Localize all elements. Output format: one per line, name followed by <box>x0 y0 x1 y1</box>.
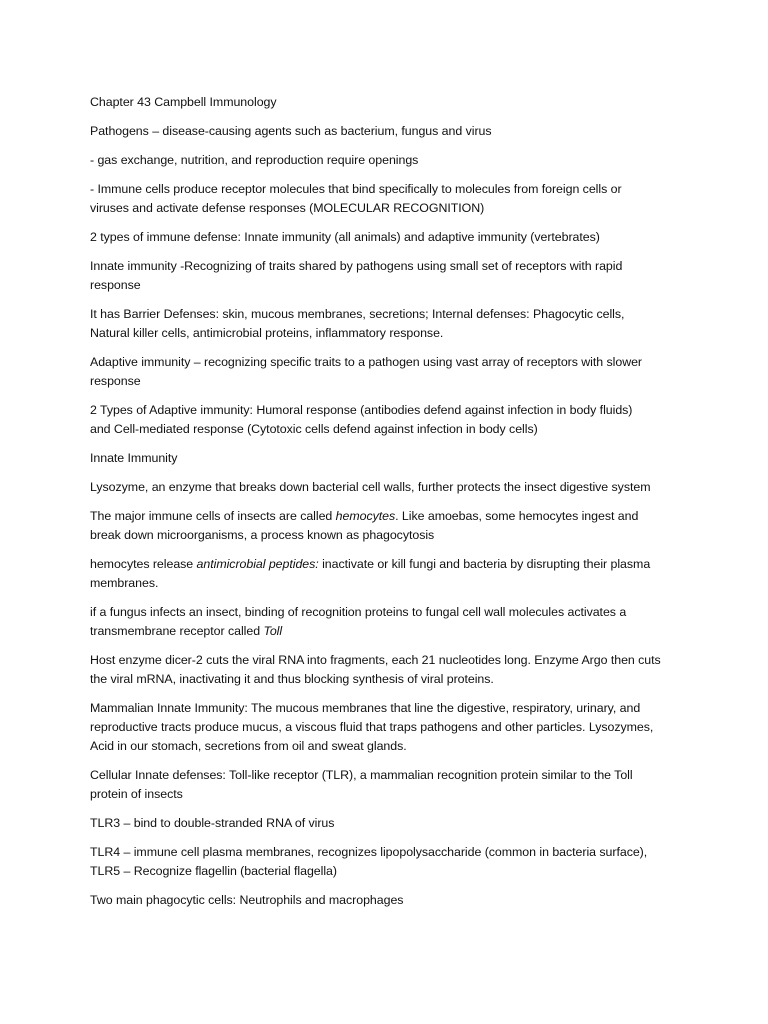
text-line: TLR4 – immune cell plasma membranes, recognizes lipopolysaccharide (common in bacteria surface), <box>90 845 648 859</box>
text-line: the viral mRNA, inactivating it and thus blocking synthesis of viral proteins. <box>90 672 494 686</box>
paragraph-mammalian-innate <box>90 699 690 756</box>
text-line: protein of insects <box>90 787 183 801</box>
italic-term: Toll <box>263 624 283 638</box>
text-line: membranes. <box>90 576 159 590</box>
paragraph-antimicrobial-peptides <box>90 555 690 593</box>
document-body <box>90 93 690 920</box>
paragraph-tlr3 <box>90 814 690 833</box>
text-line: Innate immunity -Recognizing of traits shared by pathogens using small set of receptors with rapid <box>90 259 623 273</box>
text-line: and Cell-mediated response (Cytotoxic cells defend against infection in body cells) <box>90 422 538 436</box>
text-line: break down microorganisms, a process known as phagocytosis <box>90 528 435 542</box>
paragraph-lysozyme <box>90 478 690 497</box>
italic-term: hemocytes <box>335 509 396 523</box>
paragraph-innate-immunity-def <box>90 257 690 295</box>
paragraph-tlr4-tlr5 <box>90 843 690 881</box>
text-line: response <box>90 374 141 388</box>
paragraph-immune-defense-types <box>90 228 690 247</box>
text-line: Two main phagocytic cells: Neutrophils and macrophages <box>90 893 404 907</box>
text-line: Acid in our stomach, secretions from oil and sweat glands. <box>90 739 407 753</box>
paragraph-adaptive-immunity-def <box>90 353 690 391</box>
text-line: Natural killer cells, antimicrobial proteins, inflammatory response. <box>90 326 444 340</box>
text-line: 2 types of immune defense: Innate immunity (all animals) and adaptive immunity (vertebrates) <box>90 230 600 244</box>
text-line: Adaptive immunity – recognizing specific traits to a pathogen using vast array of receptors with slower <box>90 355 643 369</box>
paragraph-cellular-innate <box>90 766 690 804</box>
text-line: - gas exchange, nutrition, and reproduction require openings <box>90 153 419 167</box>
text-line: reproductive tracts produce mucus, a viscous fluid that traps pathogens and other particles. Lysozymes, <box>90 720 654 734</box>
text-line: Innate Immunity <box>90 451 178 465</box>
text-line: The major immune cells of insects are called hemocytes. Like amoebas, some hemocytes ingest and <box>90 509 639 523</box>
text-line: if a fungus infects an insect, binding of recognition proteins to fungal cell wall molecules activates a <box>90 605 627 619</box>
text-line: Mammalian Innate Immunity: The mucous membranes that line the digestive, respiratory, urinary, and <box>90 701 641 715</box>
text-line: hemocytes release antimicrobial peptides: inactivate or kill fungi and bacteria by disrupting their plasma <box>90 557 651 571</box>
paragraph-barrier-defenses <box>90 305 690 343</box>
chapter-title <box>90 93 690 112</box>
section-heading-innate-immunity <box>90 449 690 468</box>
text-line: TLR3 – bind to double-stranded RNA of virus <box>90 816 335 830</box>
text-line: It has Barrier Defenses: skin, mucous membranes, secretions; Internal defenses: Phagocytic cells, <box>90 307 625 321</box>
paragraph-pathogens <box>90 122 690 141</box>
italic-term: antimicrobial peptides: <box>196 557 319 571</box>
text-line: 2 Types of Adaptive immunity: Humoral response (antibodies defend against infection in body fluids) <box>90 403 633 417</box>
text-line: transmembrane receptor called Toll <box>90 624 283 638</box>
paragraph-openings <box>90 151 690 170</box>
paragraph-hemocytes <box>90 507 690 545</box>
paragraph-toll-receptor <box>90 603 690 641</box>
paragraph-adaptive-types <box>90 401 690 439</box>
text-line: - Immune cells produce receptor molecules that bind specifically to molecules from foreign cells or <box>90 182 622 196</box>
paragraph-receptor-molecules <box>90 180 690 218</box>
text-line: Host enzyme dicer-2 cuts the viral RNA into fragments, each 21 nucleotides long. Enzyme Argo then cuts <box>90 653 661 667</box>
text-line: Chapter 43 Campbell Immunology <box>90 95 277 109</box>
text-line: TLR5 – Recognize flagellin (bacterial flagella) <box>90 864 337 878</box>
text-line: response <box>90 278 141 292</box>
paragraph-phagocytic-cells <box>90 891 690 910</box>
text-line: viruses and activate defense responses (MOLECULAR RECOGNITION) <box>90 201 485 215</box>
text-line: Cellular Innate defenses: Toll-like receptor (TLR), a mammalian recognition protein similar to the Toll <box>90 768 633 782</box>
paragraph-dicer <box>90 651 690 689</box>
text-line: Lysozyme, an enzyme that breaks down bacterial cell walls, further protects the insect digestive system <box>90 480 651 494</box>
text-line: Pathogens – disease-causing agents such as bacterium, fungus and virus <box>90 124 492 138</box>
